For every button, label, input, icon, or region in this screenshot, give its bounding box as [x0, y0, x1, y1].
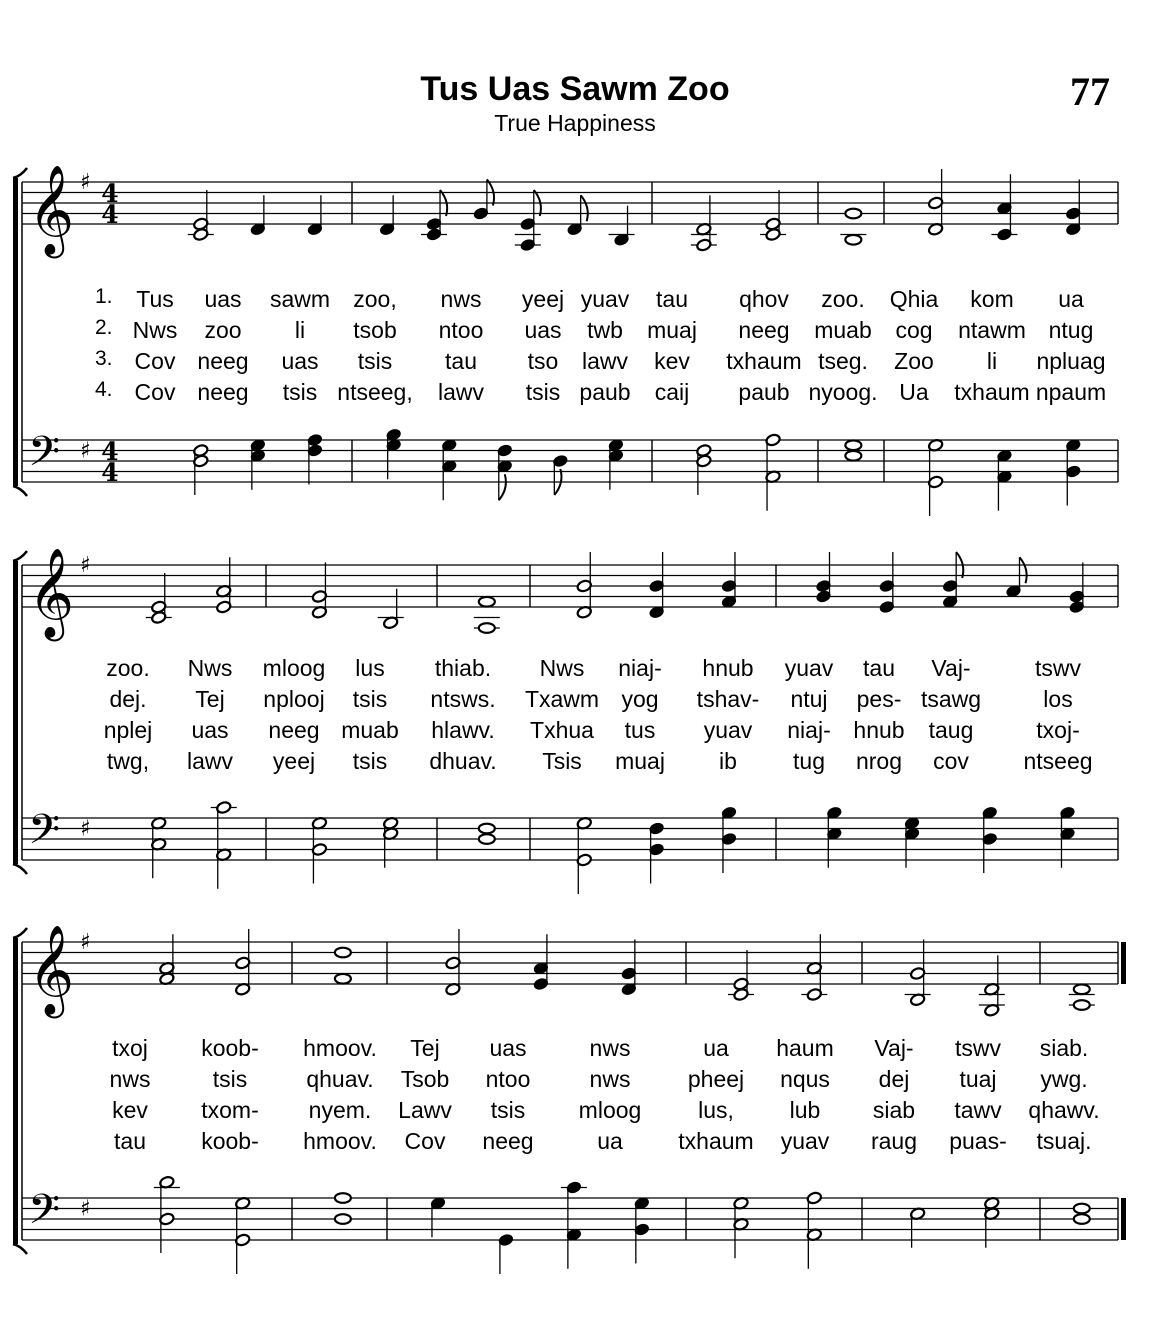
note-head	[479, 824, 495, 834]
lyric-syllable: npaum	[1035, 379, 1107, 405]
lyric-syllable: nrog	[855, 748, 903, 774]
lyric-syllable: txom-	[201, 1097, 259, 1123]
lyric-syllable: tsis	[357, 348, 393, 374]
lyric-syllable: Nws	[132, 317, 178, 343]
lyric-syllable: tso	[527, 348, 559, 374]
lyric-syllable: tsuaj.	[1036, 1128, 1092, 1154]
lyric-syllable: nyem.	[308, 1097, 372, 1123]
lyric-syllable: nqus	[780, 1066, 830, 1092]
note-head	[1074, 1000, 1090, 1010]
lyric-syllable: neeg	[482, 1128, 534, 1154]
note-head	[845, 440, 861, 450]
lyric-syllable: Txawm	[524, 686, 600, 712]
time-signature-top: 4	[101, 437, 119, 466]
lyric-syllable: Zoo	[894, 348, 934, 374]
lyric-syllable: tawv	[954, 1097, 1002, 1123]
lyric-syllable: Vaj-	[931, 655, 971, 681]
lyric-syllable: ua	[597, 1128, 623, 1154]
lyric-syllable: tsawg	[920, 686, 982, 712]
lyric-syllable: npluag	[1036, 348, 1106, 374]
lyric-syllable: puas-	[949, 1128, 1007, 1154]
note-head	[335, 1193, 351, 1203]
note-head	[845, 451, 861, 461]
lyric-syllable: lawv	[581, 348, 629, 374]
final-barline	[1121, 942, 1126, 984]
lyric-syllable: sawm	[269, 286, 331, 312]
lyric-syllable: Tej	[410, 1035, 440, 1061]
lyric-syllable: niaj-	[787, 717, 831, 743]
lyric-syllable: lawv	[437, 379, 485, 405]
lyric-syllable: siab	[872, 1097, 916, 1123]
lyric-syllable: paub	[579, 379, 631, 405]
key-signature-sharp: ♯	[80, 553, 91, 578]
lyric-syllable: hlawv.	[431, 717, 495, 743]
lyric-syllable: Tej	[195, 686, 225, 712]
lyric-syllable: uas	[524, 317, 562, 343]
lyric-syllable: uas	[281, 348, 319, 374]
lyric-syllable: tsis	[352, 748, 388, 774]
lyric-syllable: hmoov.	[303, 1128, 377, 1154]
lyric-syllable: twb	[587, 317, 623, 343]
lyric-syllable: yuav	[580, 286, 630, 312]
lyric-syllable: Txhua	[530, 717, 594, 743]
lyric-syllable: tsis	[352, 686, 388, 712]
treble-clef: 𝄞	[28, 925, 75, 1015]
note-head	[479, 834, 495, 844]
lyric-syllable: pes-	[856, 686, 902, 712]
verse-number: 2.	[95, 316, 113, 339]
lyric-syllable: los	[1043, 686, 1073, 712]
lyric-syllable: Nws	[539, 655, 585, 681]
lyric-syllable: yuav	[784, 655, 834, 681]
lyric-syllable: neeg	[738, 317, 790, 343]
eighth-flag	[499, 474, 506, 500]
lyric-syllable: hnub	[853, 717, 905, 743]
lyric-syllable: ntsws.	[430, 686, 496, 712]
lyric-syllable: tsis	[525, 379, 561, 405]
lyric-syllable: ntseeg,	[337, 379, 413, 405]
lyric-syllable: twg,	[106, 748, 150, 774]
hymn-number: 77	[1070, 69, 1110, 114]
lyric-syllable: neeg	[197, 348, 249, 374]
bracket-top-hook	[13, 928, 27, 938]
time-signature-top: 4	[101, 179, 119, 208]
lyric-syllable: ib	[719, 748, 737, 774]
lyric-syllable: tsis	[490, 1097, 526, 1123]
lyric-syllable: cog	[895, 317, 933, 343]
bracket-bottom-hook	[13, 486, 27, 496]
hymn-title: Tus Uas Sawm Zoo	[420, 70, 730, 108]
lyric-syllable: ntawm	[958, 317, 1026, 343]
lyric-syllable: hmoov.	[303, 1035, 377, 1061]
lyric-syllable: nplooj	[263, 686, 325, 712]
eighth-flag	[1020, 557, 1027, 583]
system-bracket	[13, 178, 18, 486]
lyric-syllable: nws	[589, 1066, 631, 1092]
lyric-syllable: kev	[112, 1097, 148, 1123]
note-head	[335, 974, 351, 984]
hymn-subtitle: True Happiness	[494, 110, 656, 136]
bracket-bottom-hook	[13, 1244, 27, 1254]
lyric-syllable: muab	[341, 717, 399, 743]
lyric-syllable: tau	[445, 348, 477, 374]
lyric-syllable: tau	[656, 286, 688, 312]
lyric-syllable: yeej	[521, 286, 565, 312]
lyric-syllable: txhaum	[678, 1128, 754, 1154]
verse-number: 3.	[95, 347, 113, 370]
verse-number: 1.	[95, 285, 113, 308]
lyric-syllable: tswv	[1035, 655, 1081, 681]
lyric-syllable: ntug	[1048, 317, 1094, 343]
lyric-syllable: ntuj	[790, 686, 828, 712]
key-signature-sharp: ♯	[80, 1196, 91, 1222]
lyric-syllable: haum	[776, 1035, 834, 1061]
lyric-syllable: yeej	[272, 748, 316, 774]
lyric-syllable: tus	[624, 717, 656, 743]
system-bracket	[13, 938, 18, 1244]
lyric-syllable: lawv	[186, 748, 234, 774]
lyric-syllable: zoo,	[353, 286, 397, 312]
lyric-syllable: tau	[114, 1128, 146, 1154]
lyric-syllable: uas	[204, 286, 242, 312]
lyric-syllable: lub	[789, 1097, 821, 1123]
lyric-syllable: hnub	[702, 655, 754, 681]
lyric-syllable: muab	[814, 317, 872, 343]
note-head	[335, 948, 351, 958]
note-head	[1074, 1204, 1090, 1214]
lyric-syllable: muaj	[647, 317, 697, 343]
lyric-syllable: ntseeg	[1023, 748, 1093, 774]
lyric-syllable: txoj	[112, 1035, 148, 1061]
lyric-syllable: li	[986, 348, 998, 374]
lyric-syllable: txhaum	[954, 379, 1030, 405]
lyric-syllable: taug	[928, 717, 974, 743]
lyric-syllable: qhawv.	[1028, 1097, 1100, 1123]
lyric-syllable: Lawv	[398, 1097, 452, 1123]
eighth-flag	[581, 195, 588, 221]
note-head	[845, 235, 861, 245]
key-signature-sharp: ♯	[80, 170, 91, 195]
bracket-bottom-hook	[13, 864, 27, 874]
lyric-syllable: tau	[863, 655, 895, 681]
time-signature-bottom: 4	[101, 200, 119, 229]
lyric-syllable: txhaum	[726, 348, 802, 374]
lyric-syllable: Tus	[136, 286, 174, 312]
lyric-syllable: cov	[933, 748, 969, 774]
lyric-syllable: txoj-	[1036, 717, 1080, 743]
lyric-syllable: ua	[703, 1035, 729, 1061]
lyric-syllable: nws	[589, 1035, 631, 1061]
bass-clef: 𝄢	[28, 427, 61, 486]
note-head	[1074, 1214, 1090, 1224]
lyric-syllable: niaj-	[618, 655, 662, 681]
lyric-syllable: nws	[440, 286, 482, 312]
bracket-top-hook	[13, 551, 27, 561]
lyric-syllable: koob-	[201, 1128, 259, 1154]
lyric-syllable: pheej	[687, 1066, 745, 1092]
lyric-syllable: paub	[738, 379, 790, 405]
lyric-syllable: nplej	[103, 717, 153, 743]
lyric-syllable: nyoog.	[808, 379, 878, 405]
lyric-syllable: tsis	[212, 1066, 248, 1092]
lyric-syllable: uas	[489, 1035, 527, 1061]
lyric-syllable: mloog	[578, 1097, 642, 1123]
lyric-syllable: yog	[621, 686, 659, 712]
lyric-syllable: qhov	[739, 286, 789, 312]
lyric-syllable: Tsob	[400, 1066, 450, 1092]
lyric-syllable: dhuav.	[429, 748, 497, 774]
lyric-syllable: ua	[1058, 286, 1084, 312]
lyric-syllable: zoo.	[106, 655, 150, 681]
key-signature-sharp: ♯	[80, 438, 91, 464]
lyric-syllable: Cov	[404, 1128, 446, 1154]
lyric-syllable: Ua	[899, 379, 929, 405]
lyric-syllable: koob-	[201, 1035, 259, 1061]
lyric-syllable: Cov	[134, 379, 176, 405]
lyric-syllable: zoo	[204, 317, 242, 343]
lyric-syllable: lus,	[698, 1097, 734, 1123]
lyric-syllable: yuav	[780, 1128, 830, 1154]
lyric-syllable: Tsis	[542, 748, 582, 774]
lyric-syllable: zoo.	[821, 286, 865, 312]
lyric-syllable: dej.	[109, 686, 147, 712]
treble-clef: 𝄞	[28, 548, 75, 638]
bracket-top-hook	[13, 168, 27, 178]
lyric-syllable: mloog	[262, 655, 326, 681]
lyric-syllable: thiab.	[434, 655, 492, 681]
lyric-syllable: muaj	[615, 748, 665, 774]
lyric-syllable: uas	[191, 717, 229, 743]
lyric-syllable: Vaj-	[874, 1035, 914, 1061]
lyric-syllable: dej	[878, 1066, 910, 1092]
time-signature-bottom: 4	[101, 458, 119, 487]
lyric-syllable: ntoo	[485, 1066, 531, 1092]
final-barline	[1121, 1198, 1126, 1240]
lyric-syllable: nws	[109, 1066, 151, 1092]
note-head	[479, 597, 495, 607]
bass-clef: 𝄢	[28, 805, 61, 864]
lyric-syllable: raug	[870, 1128, 918, 1154]
lyric-syllable: neeg	[197, 379, 249, 405]
lyric-syllable: tsis	[282, 379, 318, 405]
lyric-syllable: tuaj	[959, 1066, 997, 1092]
lyric-syllable: qhuav.	[306, 1066, 374, 1092]
lyric-syllable: ntoo	[438, 317, 484, 343]
lyric-syllable: siab.	[1039, 1035, 1089, 1061]
lyric-syllable: Qhia	[889, 286, 939, 312]
verse-number: 4.	[95, 378, 113, 401]
key-signature-sharp: ♯	[80, 930, 91, 955]
note-head	[845, 209, 861, 219]
lyric-syllable: kev	[654, 348, 690, 374]
lyric-syllable: tseg.	[818, 348, 868, 374]
lyric-syllable: yuav	[703, 717, 753, 743]
lyric-syllable: ywg.	[1040, 1066, 1088, 1092]
system-bracket	[13, 561, 18, 864]
lyric-syllable: tug	[793, 748, 825, 774]
note-head	[1074, 984, 1090, 994]
treble-clef: 𝄞	[28, 165, 75, 255]
lyric-syllable: lus	[355, 655, 385, 681]
lyric-syllable: li	[294, 317, 306, 343]
lyric-syllable: Nws	[187, 655, 233, 681]
key-signature-sharp: ♯	[80, 816, 91, 842]
lyric-syllable: Cov	[134, 348, 176, 374]
bass-clef: 𝄢	[28, 1185, 61, 1244]
note-head	[479, 623, 495, 633]
lyric-syllable: caij	[654, 379, 690, 405]
lyric-syllable: neeg	[268, 717, 320, 743]
lyric-syllable: kom	[970, 286, 1014, 312]
note-head	[335, 1214, 351, 1224]
lyric-syllable: tshav-	[696, 686, 760, 712]
lyric-syllable: tsob	[353, 317, 397, 343]
lyric-syllable: tswv	[955, 1035, 1001, 1061]
